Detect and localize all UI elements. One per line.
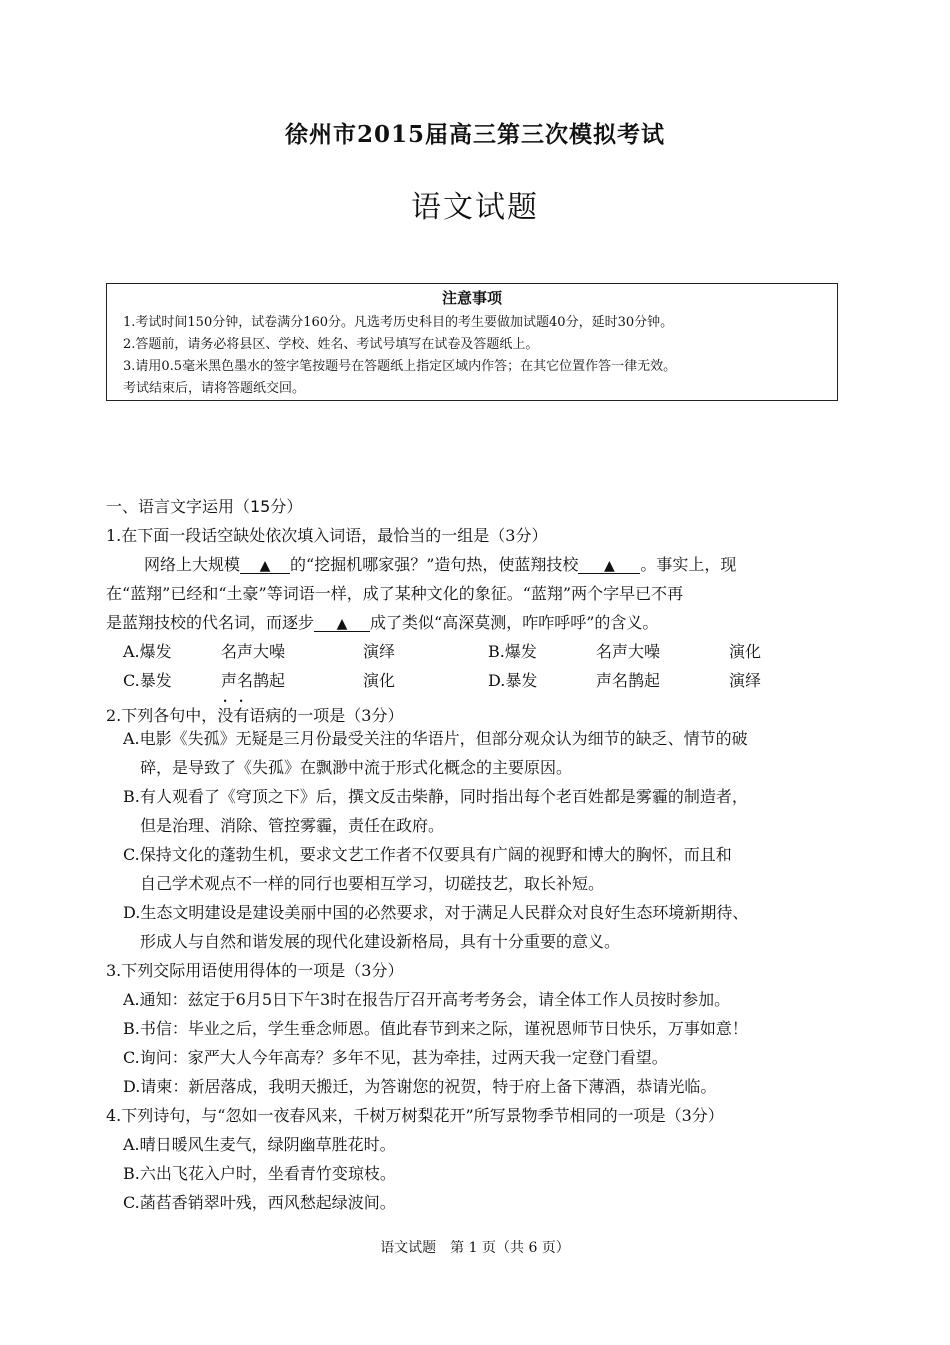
q2-option-cont: 碎，是导致了《失孤》在飘渺中流于形式化概念的主要原因。 <box>140 758 573 777</box>
q4-option: C.菡萏香销翠叶残，西风愁起绿波间。 <box>123 1193 396 1212</box>
q1-option: 演化 <box>363 671 396 690</box>
q1-option: 演绎 <box>729 671 762 690</box>
answer-blank <box>314 615 370 632</box>
q1-option: 声名鹊起 <box>596 671 661 690</box>
emphasis-text: 没有 <box>217 706 250 725</box>
notice-title: 注意事项 <box>441 289 502 307</box>
q4-option: B.六出飞花入户时，坐看青竹变琼枝。 <box>123 1164 396 1183</box>
q1-option: B.爆发 <box>488 642 537 661</box>
notice-line: 1.考试时间150分钟，试卷满分160分。凡选考历史科目的考生要做加试题40分，延时30分钟。 <box>123 315 674 330</box>
q1-text: 网络上大规模 <box>144 555 241 574</box>
q1-passage-line: 在“蓝翔”已经和“土豪”等词语一样，成了某种文化的象征。“蓝翔”两个字早已不再 <box>106 584 684 603</box>
page-footer: 语文试题 第 1 页（共 6 页） <box>380 1240 570 1256</box>
q2-stem-text: 2.下列各句中， <box>106 706 218 725</box>
exam-title: 徐州市2015届高三第三次模拟考试 <box>284 121 665 148</box>
q1-option: 演绎 <box>363 642 396 661</box>
q1-option: A.爆发 <box>123 642 172 661</box>
q3-option: B.书信：毕业之后，学生垂念师恩。值此春节到来之际，谨祝恩师节日快乐，万事如意！ <box>123 1019 748 1038</box>
q1-passage-line <box>106 610 658 633</box>
q1-option: C.暴发 <box>123 671 172 690</box>
exam-subtitle: 语文试题 <box>411 190 539 225</box>
q2-option-cont: 但是治理、消除、管控雾霾，责任在政府。 <box>140 816 445 835</box>
notice-box <box>106 283 838 401</box>
q1-option: 演化 <box>729 642 762 661</box>
q1-text: 是蓝翔技校的代名词，而逐步 <box>106 613 315 632</box>
q2-option: D.生态文明建设是建设美丽中国的必然要求，对于满足人民群众对良好生态环境新期待、 <box>123 903 749 922</box>
q1-text: 成了类似“高深莫测，咋咋呼呼”的含义。 <box>370 613 659 632</box>
answer-blank <box>578 557 640 574</box>
q1-option: 声名鹊起 <box>221 671 286 690</box>
notice-line: 3.请用0.5毫米黑色墨水的签字笔按题号在答题纸上指定区域内作答；在其它位置作答一律无效。 <box>123 359 677 374</box>
q1-option: 名声大噪 <box>596 642 661 661</box>
q3-option: C.询问：家严大人今年高寿？多年不见，甚为牵挂，过两天我一定登门看望。 <box>123 1048 668 1067</box>
q3-option: D.请柬：新居落成，我明天搬迁，为答谢您的祝贺，特于府上备下薄酒，恭请光临。 <box>123 1077 717 1096</box>
q4-stem: 4.下列诗句，与“忽如一夜春风来，千树万树梨花开”所写景物季节相同的一项是（3分） <box>106 1106 724 1125</box>
triangle-icon: ▲ <box>604 558 615 574</box>
triangle-icon: ▲ <box>336 616 348 632</box>
q2-stem-text: 语病的一项是（3分） <box>249 706 404 725</box>
q1-text: 的“挖掘机哪家强？”造句热，使蓝翔技校 <box>290 555 579 574</box>
notice-line: 2.答题前，请务必将县区、学校、姓名、考试号填写在试卷及答题纸上。 <box>123 337 539 352</box>
q1-passage-line <box>144 552 736 575</box>
q3-option: A.通知：兹定于6月5日下午3时在报告厅召开高考考务会，请全体工作人员按时参加。 <box>123 990 731 1009</box>
q2-option: B.有人观看了《穹顶之下》后，撰文反击柴静，同时指出每个老百姓都是雾霾的制造者， <box>123 787 748 806</box>
notice-line: 考试结束后，请将答题纸交回。 <box>123 381 306 396</box>
q4-option: A.晴日暖风生麦气，绿阴幽草胜花时。 <box>123 1135 396 1154</box>
q1-option: 名声大噪 <box>221 642 286 661</box>
q2-option: A.电影《失孤》无疑是三月份最受关注的华语片，但部分观众认为细节的缺乏、情节的破 <box>123 729 748 748</box>
answer-blank <box>240 557 290 574</box>
q2-option-cont: 自己学术观点不一样的同行也要相互学习，切磋技艺，取长补短。 <box>140 874 605 893</box>
section-heading: 一、语言文字运用（15分） <box>106 497 303 516</box>
q2-option-cont: 形成人与自然和谐发展的现代化建设新格局，具有十分重要的意义。 <box>140 932 621 951</box>
q2-stem <box>106 697 403 726</box>
q2-option: C.保持文化的蓬勃生机，要求文艺工作者不仅要具有广阔的视野和博大的胸怀，而且和 <box>123 845 732 864</box>
q3-stem: 3.下列交际用语使用得体的一项是（3分） <box>106 961 404 980</box>
triangle-icon: ▲ <box>259 558 271 574</box>
q1-option: D.暴发 <box>488 671 538 690</box>
q1-text: 。事实上，现 <box>640 555 737 574</box>
q1-stem: 1.在下面一段话空缺处依次填入词语，最恰当的一组是（3分） <box>106 526 548 545</box>
